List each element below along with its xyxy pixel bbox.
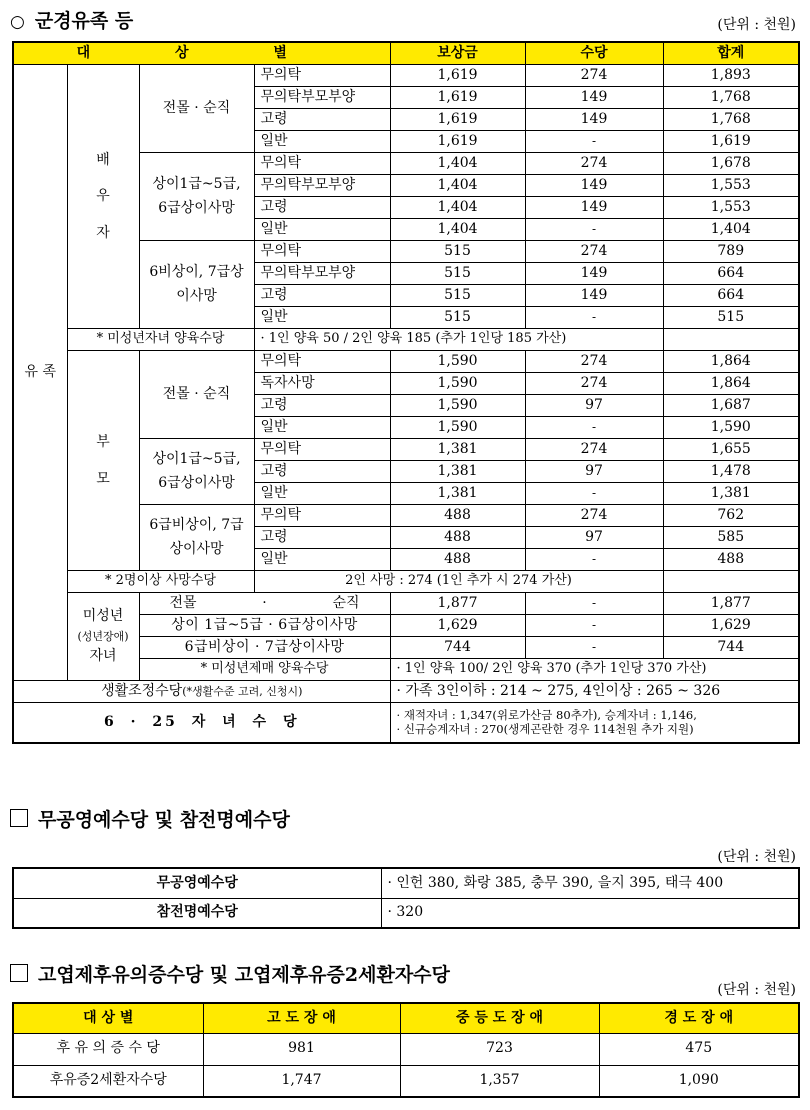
cell-allowance: -: [525, 615, 663, 637]
cell-allowance: 149: [525, 197, 663, 219]
cell-compensation: 1,404: [390, 219, 525, 241]
spouse-sub-label: 전몰 · 순직: [139, 65, 254, 153]
note-label: * 미성년자녀 양육수당: [67, 329, 254, 351]
cell-allowance: -: [525, 219, 663, 241]
cell-moderate: 1,357: [400, 1065, 599, 1097]
cell-total: 585: [663, 527, 799, 549]
category-cell: 일반: [254, 417, 390, 439]
header-total: 합계: [663, 42, 799, 65]
cell-total: 1,381: [663, 483, 799, 505]
header-allowance: 수당: [525, 42, 663, 65]
cell-allowance: 274: [525, 373, 663, 395]
table-row: [13, 898, 799, 928]
cell-allowance: 274: [525, 439, 663, 461]
cell-total: 488: [663, 549, 799, 571]
row-label: 참전명예수당: [13, 898, 381, 928]
group-label: 유 족: [13, 65, 67, 681]
cell-compensation: 515: [390, 241, 525, 263]
cell-total: 664: [663, 263, 799, 285]
cell-mild: 475: [599, 1033, 799, 1065]
cell-allowance: 149: [525, 87, 663, 109]
category-cell: 일반: [254, 131, 390, 153]
row-label: 무공영예수당: [13, 868, 381, 898]
cell-compensation: 1,619: [390, 65, 525, 87]
category-cell: 일반: [254, 483, 390, 505]
row-value: · 320: [381, 898, 799, 928]
category-cell: 고령: [254, 527, 390, 549]
cell-total: 1,768: [663, 87, 799, 109]
section3-title: 고엽제후유의증수당 및 고엽제후유증2세환자수당: [10, 960, 450, 987]
cell-total: 1,590: [663, 417, 799, 439]
cell-moderate: 723: [400, 1033, 599, 1065]
cell-allowance: 97: [525, 395, 663, 417]
category-cell: 고령: [254, 395, 390, 417]
veterans-family-table: [12, 41, 800, 744]
spouse-label: 배 우 자: [67, 65, 139, 329]
cell-allowance: 149: [525, 263, 663, 285]
cell-allowance: 274: [525, 505, 663, 527]
cell-total: 1,877: [663, 593, 799, 615]
parents-sub-label: 상이1급~5급, 6급상이사망: [139, 439, 254, 505]
cell-total: 1,768: [663, 109, 799, 131]
agent-orange-table: [12, 1002, 800, 1098]
cell-total: 1,864: [663, 373, 799, 395]
category-cell: 일반: [254, 549, 390, 571]
war625-value: · 재적자녀 : 1,347(위로가산금 80추가), 승계자녀 : 1,146, · 신규승계자녀 : 270(생계곤란한 경우 114천원 추가 지원): [390, 703, 799, 743]
cell-allowance: -: [525, 637, 663, 659]
note-value: · 1인 양육 50 / 2인 양육 185 (추가 1인당 185 가산): [254, 329, 663, 351]
table-header: [13, 1003, 799, 1033]
category-cell: 무의탁: [254, 505, 390, 527]
cell-mild: 1,090: [599, 1065, 799, 1097]
note-value: · 1인 양육 100/ 2인 양육 370 (추가 1인당 370 가산): [390, 659, 799, 681]
cell-compensation: 488: [390, 527, 525, 549]
cell-compensation: 488: [390, 549, 525, 571]
category-cell: 무의탁: [254, 65, 390, 87]
cell-total: 1,893: [663, 65, 799, 87]
cell-compensation: 1,404: [390, 197, 525, 219]
table-row: [13, 868, 799, 898]
category-cell: 무의탁: [254, 241, 390, 263]
section1-unit: (단위 : 천원): [717, 17, 796, 33]
cell-compensation: 488: [390, 505, 525, 527]
cell-allowance: -: [525, 483, 663, 505]
cell-allowance: 97: [525, 461, 663, 483]
category-cell: 전몰 · 순직: [139, 593, 390, 615]
cell-total: 1,553: [663, 175, 799, 197]
cell-compensation: 1,404: [390, 175, 525, 197]
cell-allowance: -: [525, 549, 663, 571]
cell-severe: 981: [203, 1033, 400, 1065]
table-row: [13, 65, 799, 87]
circle-bullet-icon: ○: [10, 12, 25, 32]
category-cell: 상이 1급~5급 · 6급상이사망: [139, 615, 390, 637]
category-cell: 고령: [254, 197, 390, 219]
note-value: 2인 사망 : 274 (1인 추가 시 274 가산): [254, 571, 663, 593]
cell-compensation: 1,619: [390, 87, 525, 109]
table-row: [13, 681, 799, 703]
note-row: [13, 329, 799, 351]
cell-total: 1,619: [663, 131, 799, 153]
cell-total: 744: [663, 637, 799, 659]
note-label: * 미성년제매 양육수당: [139, 659, 390, 681]
cell-severe: 1,747: [203, 1065, 400, 1097]
war625-label: 6 · 25 자 녀 수 당: [13, 703, 390, 743]
cell-allowance: 274: [525, 65, 663, 87]
cell-allowance: 149: [525, 285, 663, 307]
category-cell: 무의탁: [254, 351, 390, 373]
cell-allowance: 274: [525, 241, 663, 263]
cell-total: 515: [663, 307, 799, 329]
category-cell: 독자사망: [254, 373, 390, 395]
cell-total: 1,629: [663, 615, 799, 637]
cell-compensation: 1,590: [390, 351, 525, 373]
cell-allowance: -: [525, 593, 663, 615]
spouse-sub-label: 6비상이, 7급상이사망: [139, 241, 254, 329]
minor-label: 미성년 (성년장애) 자녀: [67, 593, 139, 681]
cell-total: 1,678: [663, 153, 799, 175]
category-cell: 6급비상이 · 7급상이사망: [139, 637, 390, 659]
category-cell: 고령: [254, 461, 390, 483]
cell-total: 762: [663, 505, 799, 527]
cell-compensation: 1,590: [390, 373, 525, 395]
cell-allowance: 149: [525, 175, 663, 197]
row-value: · 인헌 380, 화랑 385, 충무 390, 을지 395, 태극 400: [381, 868, 799, 898]
cell-compensation: 515: [390, 307, 525, 329]
table-header: [13, 42, 799, 65]
category-cell: 무의탁: [254, 153, 390, 175]
category-cell: 무의탁: [254, 439, 390, 461]
cell-compensation: 1,404: [390, 153, 525, 175]
cell-compensation: 1,590: [390, 395, 525, 417]
cell-compensation: 1,619: [390, 109, 525, 131]
cell-total: 664: [663, 285, 799, 307]
cell-total: 1,687: [663, 395, 799, 417]
cell-compensation: 1,381: [390, 461, 525, 483]
cell-allowance: 149: [525, 109, 663, 131]
header-mild: 경 도 장 애: [599, 1003, 799, 1033]
cell-total: 1,864: [663, 351, 799, 373]
row-label: 후유증2세환자수당: [13, 1065, 203, 1097]
living-value: · 가족 3인이하 : 214 ~ 275, 4인이상 : 265 ~ 326: [390, 681, 799, 703]
cell-compensation: 515: [390, 263, 525, 285]
category-cell: 무의탁부모부양: [254, 175, 390, 197]
table-row: [13, 351, 799, 373]
cell-allowance: 274: [525, 153, 663, 175]
note-label: * 2명이상 사망수당: [67, 571, 254, 593]
cell-compensation: 1,619: [390, 131, 525, 153]
cell-total: 1,404: [663, 219, 799, 241]
category-cell: 무의탁부모부양: [254, 263, 390, 285]
cell-allowance: -: [525, 417, 663, 439]
table-row: [13, 703, 799, 743]
category-cell: 일반: [254, 307, 390, 329]
section2-unit: (단위 : 천원): [717, 849, 796, 865]
row-label: 후 유 의 증 수 당: [13, 1033, 203, 1065]
cell-total: 789: [663, 241, 799, 263]
cell-allowance: -: [525, 131, 663, 153]
table-row: [13, 1065, 799, 1097]
square-bullet-icon: [10, 809, 28, 827]
category-cell: 고령: [254, 109, 390, 131]
header-target: 대 상 별: [13, 1003, 203, 1033]
spouse-sub-label: 상이1급~5급, 6급상이사망: [139, 153, 254, 241]
living-label: 생활조정수당(*생활수준 고려, 신청시): [13, 681, 390, 703]
cell-compensation: 1,877: [390, 593, 525, 615]
cell-allowance: 274: [525, 351, 663, 373]
parents-sub-label: 6급비상이, 7급상이사망: [139, 505, 254, 571]
parents-sub-label: 전몰 · 순직: [139, 351, 254, 439]
square-bullet-icon: [10, 964, 28, 982]
header-compensation: 보상금: [390, 42, 525, 65]
cell-total: 1,655: [663, 439, 799, 461]
category-cell: 일반: [254, 219, 390, 241]
section2-title: 무공영예수당 및 참전명예수당: [10, 805, 290, 832]
cell-total: 1,478: [663, 461, 799, 483]
cell-compensation: 744: [390, 637, 525, 659]
header-target: 대 상 별: [13, 42, 390, 65]
cell-compensation: 515: [390, 285, 525, 307]
category-cell: 고령: [254, 285, 390, 307]
section3-unit: (단위 : 천원): [717, 982, 796, 998]
cell-allowance: 97: [525, 527, 663, 549]
header-severe: 고 도 장 애: [203, 1003, 400, 1033]
cell-compensation: 1,590: [390, 417, 525, 439]
cell-compensation: 1,381: [390, 483, 525, 505]
cell-compensation: 1,629: [390, 615, 525, 637]
header-moderate: 중 등 도 장 애: [400, 1003, 599, 1033]
honor-allowance-table: [12, 867, 800, 929]
parents-label: 부 모: [67, 351, 139, 571]
table-row: [13, 1033, 799, 1065]
category-cell: 무의탁부모부양: [254, 87, 390, 109]
cell-total: 1,553: [663, 197, 799, 219]
note-row: [13, 571, 799, 593]
cell-compensation: 1,381: [390, 439, 525, 461]
section1-title: ○ 군경유족 등: [10, 10, 134, 32]
cell-allowance: -: [525, 307, 663, 329]
table-row: [13, 593, 799, 615]
